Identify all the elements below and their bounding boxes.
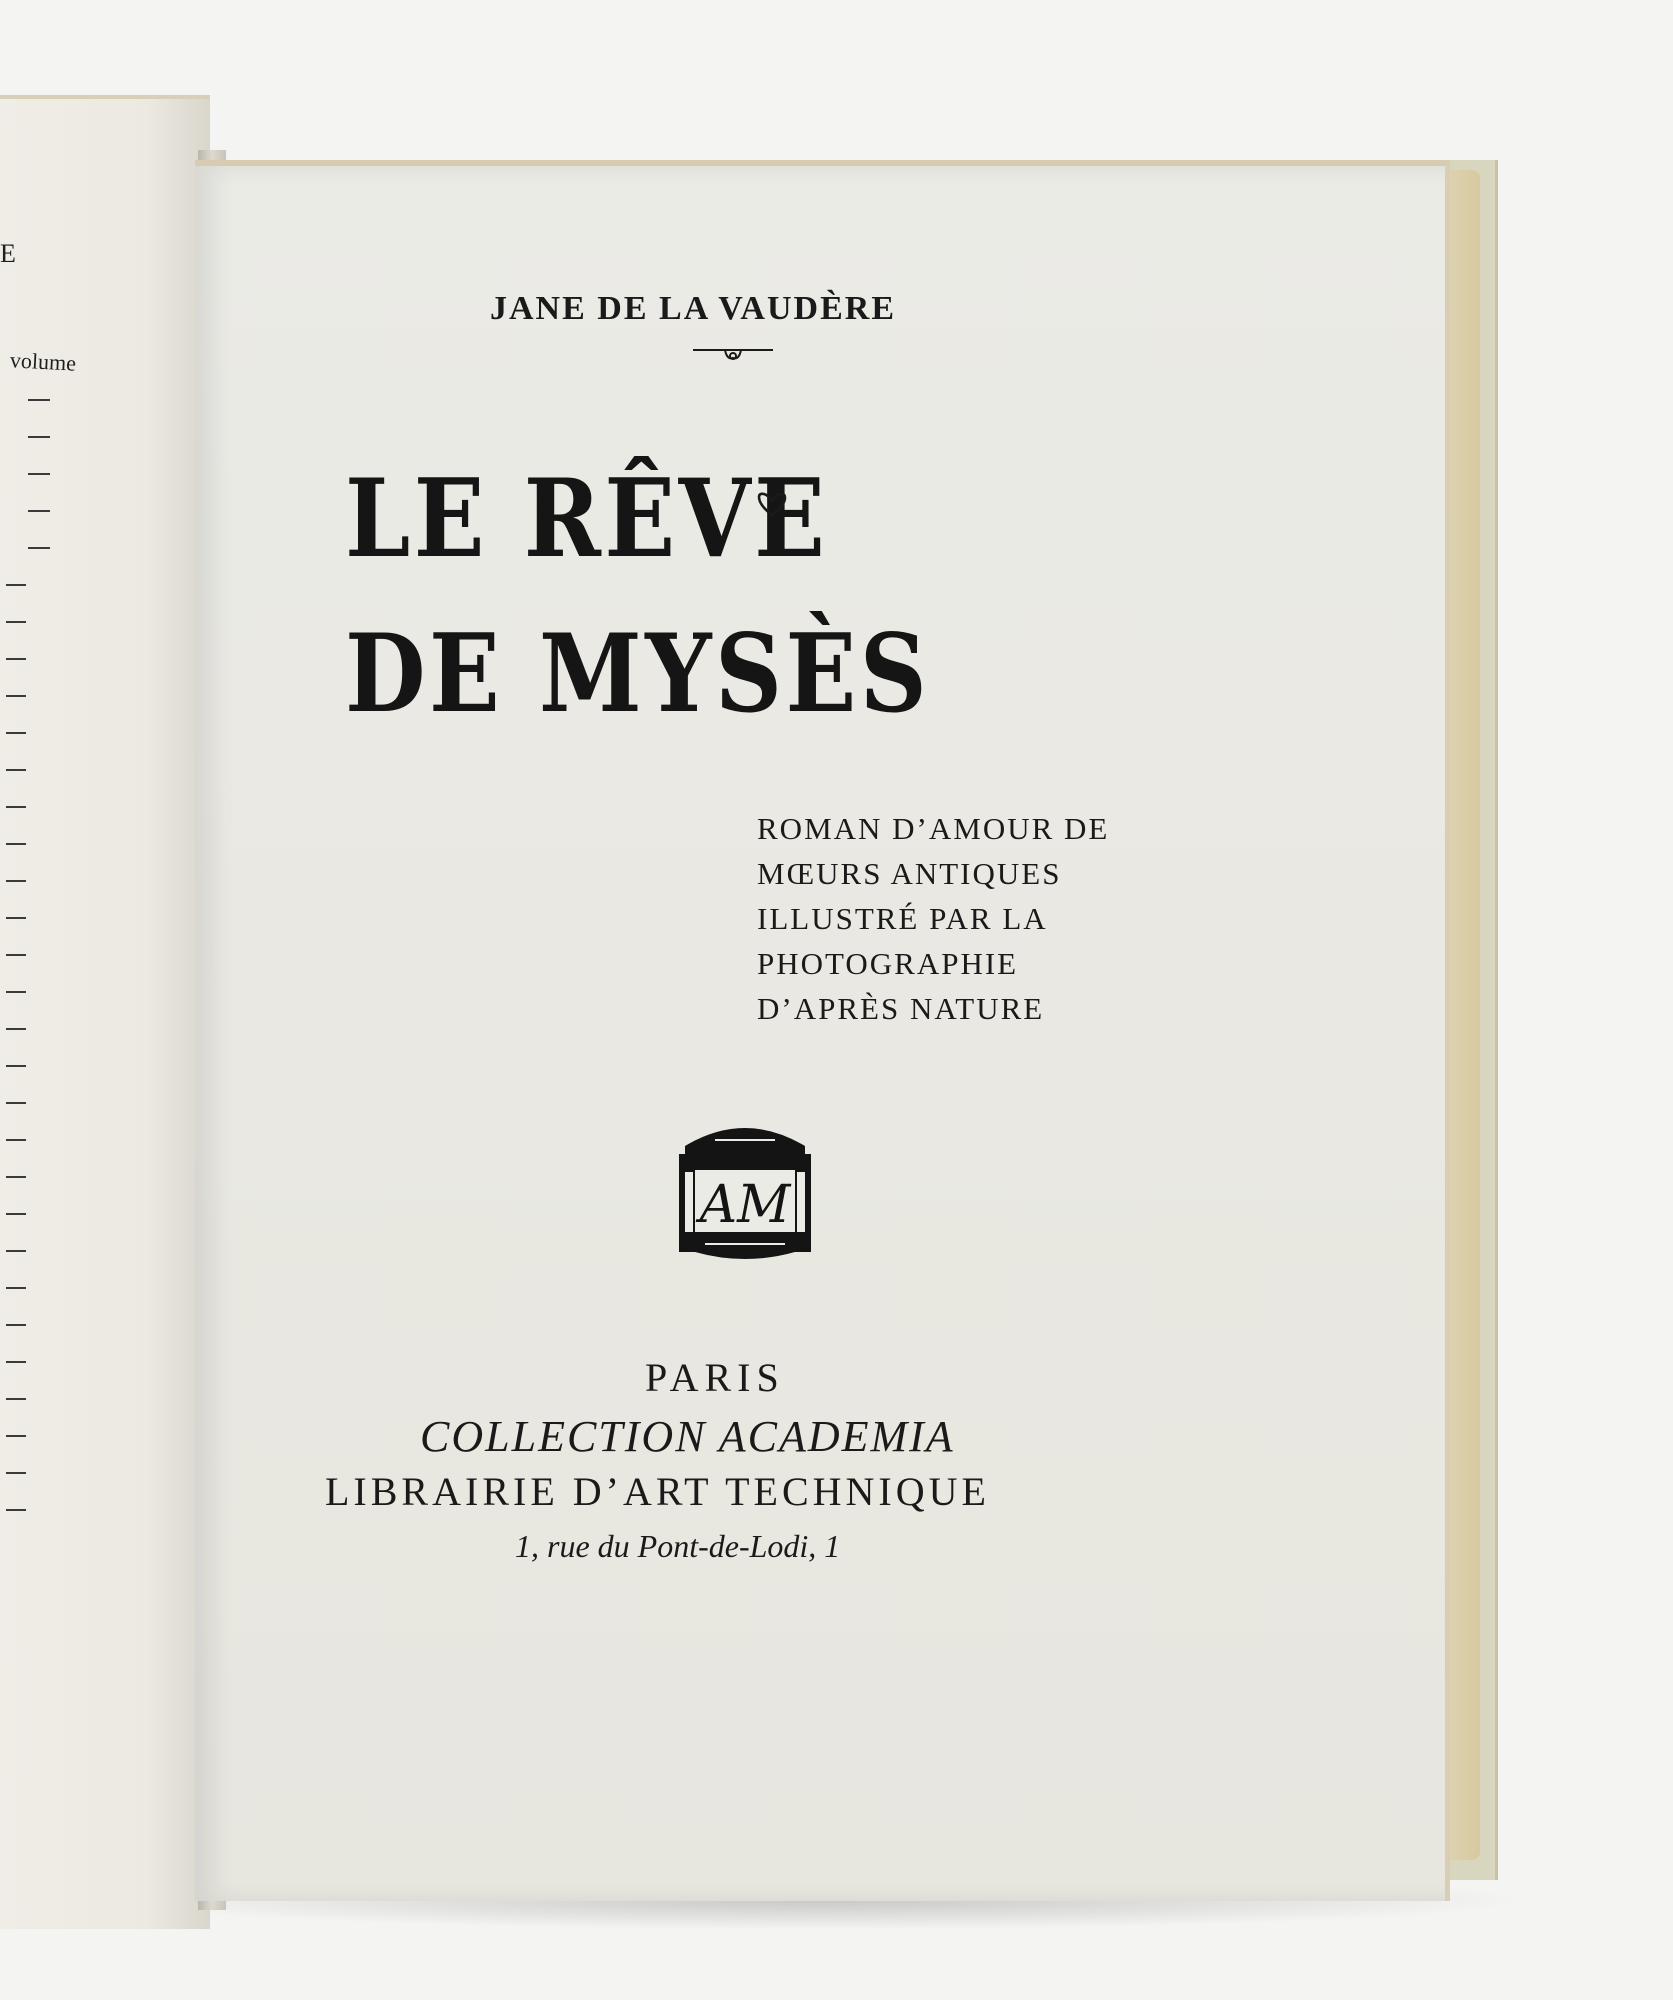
left-page-dash xyxy=(6,843,26,845)
left-page-dash xyxy=(28,399,50,401)
publisher-address: 1, rue du Pont-de-Lodi, 1 xyxy=(515,1528,841,1564)
subtitle-line: PHOTOGRAPHIE xyxy=(757,946,1019,981)
title-line-2: DE MYSÈS xyxy=(345,611,931,737)
left-page-dash xyxy=(28,473,50,475)
left-page-dash xyxy=(6,1250,26,1252)
left-page-dash xyxy=(6,1435,26,1437)
left-page-dash xyxy=(6,732,26,734)
left-page-dash xyxy=(6,1324,26,1326)
left-page-dash xyxy=(6,1361,26,1363)
subtitle-block xyxy=(757,806,1157,1031)
left-page-dash xyxy=(6,584,26,586)
left-page-dash xyxy=(6,1213,26,1215)
left-page-dash xyxy=(6,1176,26,1178)
left-page-dash xyxy=(6,1065,26,1067)
left-page-dash xyxy=(6,991,26,993)
left-page-fragment-top: E xyxy=(0,239,16,268)
left-page-fragment-volume: volume xyxy=(9,347,77,376)
publisher-logo-text: AM xyxy=(699,1175,791,1235)
subtitle-line: ROMAN D’AMOUR DE xyxy=(757,811,1110,846)
left-page-dash xyxy=(6,769,26,771)
subtitle-line: D’APRÈS NATURE xyxy=(757,991,1045,1026)
left-page-dash xyxy=(6,1102,26,1104)
title-page xyxy=(195,160,1450,1901)
ornament-icon xyxy=(693,344,773,366)
left-page-dash xyxy=(28,436,50,438)
left-page-dash xyxy=(6,917,26,919)
publisher-city: PARIS xyxy=(645,1355,785,1400)
title-line-1: LE RÊVE xyxy=(345,456,829,582)
left-page-dash xyxy=(6,1398,26,1400)
left-page-dash xyxy=(6,1139,26,1141)
left-page xyxy=(0,95,210,1929)
left-page-dash xyxy=(6,954,26,956)
collection-name: COLLECTION ACADEMIA xyxy=(420,1412,955,1461)
left-page-dash xyxy=(28,510,50,512)
publisher-logo-icon xyxy=(675,1116,815,1261)
heart-ornament-icon xyxy=(755,491,789,519)
left-page-dash xyxy=(6,880,26,882)
left-page-dash xyxy=(6,806,26,808)
left-page-dash xyxy=(6,1287,26,1289)
left-page-dash xyxy=(6,621,26,623)
subtitle-line: MŒURS ANTIQUES xyxy=(757,856,1062,891)
left-page-dash xyxy=(6,695,26,697)
author-name: JANE DE LA VAUDÈRE xyxy=(490,290,896,327)
left-page-dash xyxy=(6,658,26,660)
publisher-name: LIBRAIRIE D’ART TECHNIQUE xyxy=(325,1469,990,1514)
subtitle-line: ILLUSTRÉ PAR LA xyxy=(757,901,1048,936)
left-page-dash xyxy=(6,1472,26,1474)
left-page-dash xyxy=(28,547,50,549)
left-page-dash xyxy=(6,1509,26,1511)
left-page-dash xyxy=(6,1028,26,1030)
